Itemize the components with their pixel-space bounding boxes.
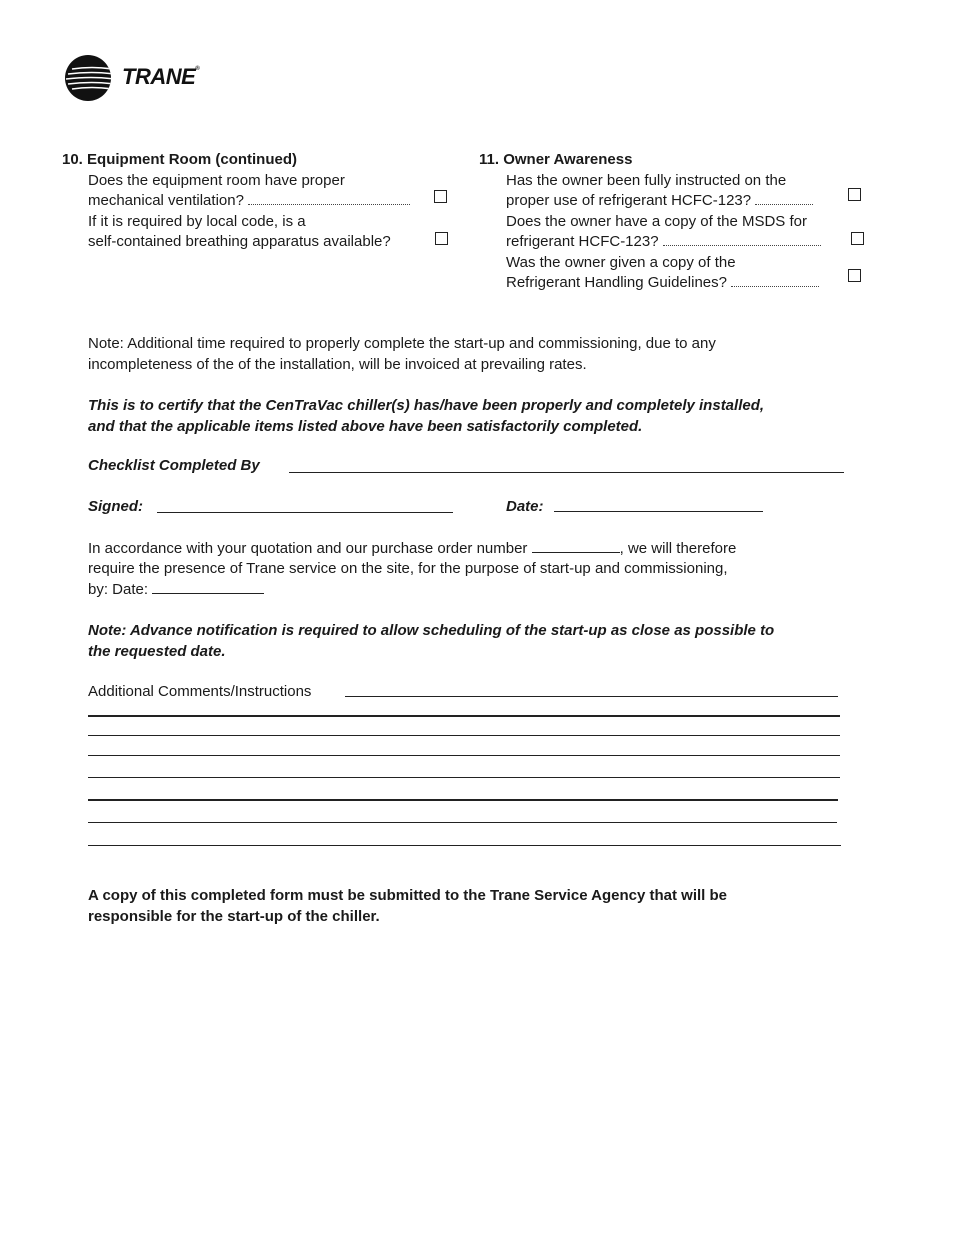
leader-dots <box>731 285 819 287</box>
purchase-order-field[interactable] <box>532 552 620 553</box>
section-11-q2-line1: Does the owner have a copy of the MSDS for <box>506 213 807 230</box>
leader-dots <box>663 244 821 246</box>
comments-line-7[interactable] <box>88 822 837 823</box>
comments-line-3[interactable] <box>88 735 840 736</box>
section-11-q1-line2: proper use of refrigerant HCFC-123? <box>506 191 813 211</box>
checkbox-owner-msds[interactable] <box>851 232 864 245</box>
comments-line-1[interactable] <box>345 696 838 697</box>
accordance-line-2: require the presence of Trane service on the site, for the purpose of start-up and commissioning, <box>88 560 728 577</box>
section-10-q2-line2: self-contained breathing apparatus available? <box>88 233 391 250</box>
note-additional-time: Note: Additional time required to properly complete the start-up and commissioning, due to any incompleteness of the of the installation, will be invoiced at prevailing rates. <box>88 335 716 373</box>
checkbox-owner-instructed[interactable] <box>848 188 861 201</box>
date-label: Date: <box>506 498 544 515</box>
section-11-q3-line1: Was the owner given a copy of the <box>506 254 736 271</box>
checklist-completed-field[interactable] <box>289 472 844 473</box>
checkbox-breathing-apparatus[interactable] <box>435 232 448 245</box>
final-statement: A copy of this completed form must be submitted to the Trane Service Agency that will be responsible for the start-up of the chiller. <box>88 887 728 925</box>
comments-line-8[interactable] <box>88 845 841 846</box>
section-10-q1-line2: mechanical ventilation? <box>88 191 410 211</box>
date-field[interactable] <box>554 511 763 512</box>
checkbox-mechanical-ventilation[interactable] <box>434 190 447 203</box>
certify-statement: This is to certify that the CenTraVac chiller(s) has/have been properly and completely installed, and that the applicable items listed above have been satisfactorily completed. <box>88 397 765 435</box>
section-11-q1-line1: Has the owner been fully instructed on the <box>506 172 787 189</box>
signed-field[interactable] <box>157 512 453 513</box>
leader-dots <box>248 203 410 205</box>
accordance-line-1: In accordance with your quotation and our purchase order number , we will therefore <box>88 540 737 557</box>
accordance-line-3: by: Date: <box>88 580 264 600</box>
section-11-q3-line2: Refrigerant Handling Guidelines? <box>506 273 819 293</box>
checklist-completed-label: Checklist Completed By <box>88 457 260 474</box>
trane-logo-icon <box>64 54 114 104</box>
section-10-q2-line1: If it is required by local code, is a <box>88 213 306 230</box>
leader-dots <box>755 203 813 205</box>
comments-line-2[interactable] <box>88 715 840 717</box>
section-11-q2-line2: refrigerant HCFC-123? <box>506 232 821 252</box>
comments-line-4[interactable] <box>88 755 840 756</box>
checkbox-handling-guidelines[interactable] <box>848 269 861 282</box>
service-date-field[interactable] <box>152 593 264 594</box>
section-10-title: 10. Equipment Room (continued) <box>62 151 298 168</box>
signed-label: Signed: <box>88 498 143 515</box>
advance-notification-note: Note: Advance notification is required to allow scheduling of the start-up as close as possible to the requested date. <box>88 622 775 660</box>
trane-wordmark: TRANE® <box>122 64 200 89</box>
trane-logo <box>64 54 224 104</box>
section-10-q1-line1: Does the equipment room have proper <box>88 172 345 189</box>
section-11-title: 11. Owner Awareness <box>479 151 633 168</box>
comments-line-6[interactable] <box>88 799 838 801</box>
comments-label: Additional Comments/Instructions <box>88 683 312 700</box>
comments-line-5[interactable] <box>88 777 840 778</box>
